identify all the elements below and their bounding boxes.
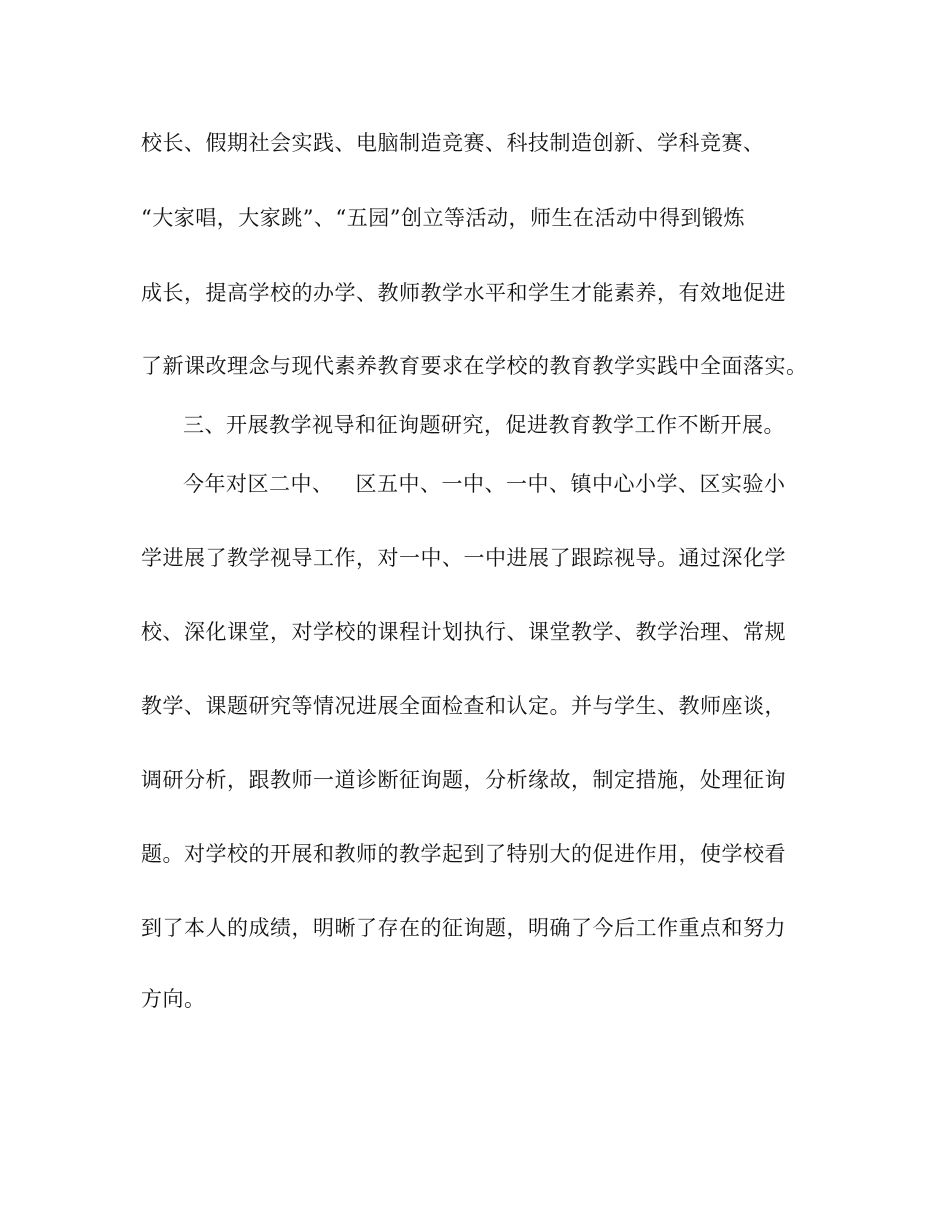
text-line: “大家唱，大家跳”、“五园”创立等活动，师生在活动中得到锻炼 — [141, 206, 745, 230]
text-line: 方向。 — [141, 987, 206, 1011]
text-line: 到了本人的成绩，明晰了存在的征询题，明确了今后工作重点和努力 — [141, 916, 786, 940]
text-line: 校、深化课堂，对学校的课程计划执行、课堂教学、教学治理、常规 — [141, 620, 786, 644]
text-line: 题。对学校的开展和教师的教学起到了特别大的促进作用，使学校看 — [141, 842, 786, 866]
text-fragment: 今年对区二中、 — [183, 472, 334, 496]
text-line: 校长、假期社会实践、电脑制造竞赛、科技制造创新、学科竞赛、 — [141, 131, 765, 155]
text-fragment: 区五中、一中、一中、镇中心小学、区实验小 — [355, 472, 786, 496]
text-line: 成长，提高学校的办学、教师教学水平和学生才能素养，有效地促进 — [141, 281, 786, 305]
paragraph-line — [183, 470, 786, 498]
text-line: 教学、课题研究等情况进展全面检查和认定。并与学生、教师座谈， — [141, 694, 786, 718]
section-heading: 三、开展教学视导和征询题研究，促进教育教学工作不断开展。 — [183, 413, 785, 437]
text-line: 学进展了教学视导工作，对一中、一中进展了跟踪视导。通过深化学 — [141, 546, 786, 570]
text-line: 了新课改理念与现代素养教育要求在学校的教育教学实践中全面落实。 — [141, 354, 808, 378]
text-line: 调研分析，跟教师一道诊断征询题，分析缘故，制定措施，处理征询 — [141, 768, 786, 792]
